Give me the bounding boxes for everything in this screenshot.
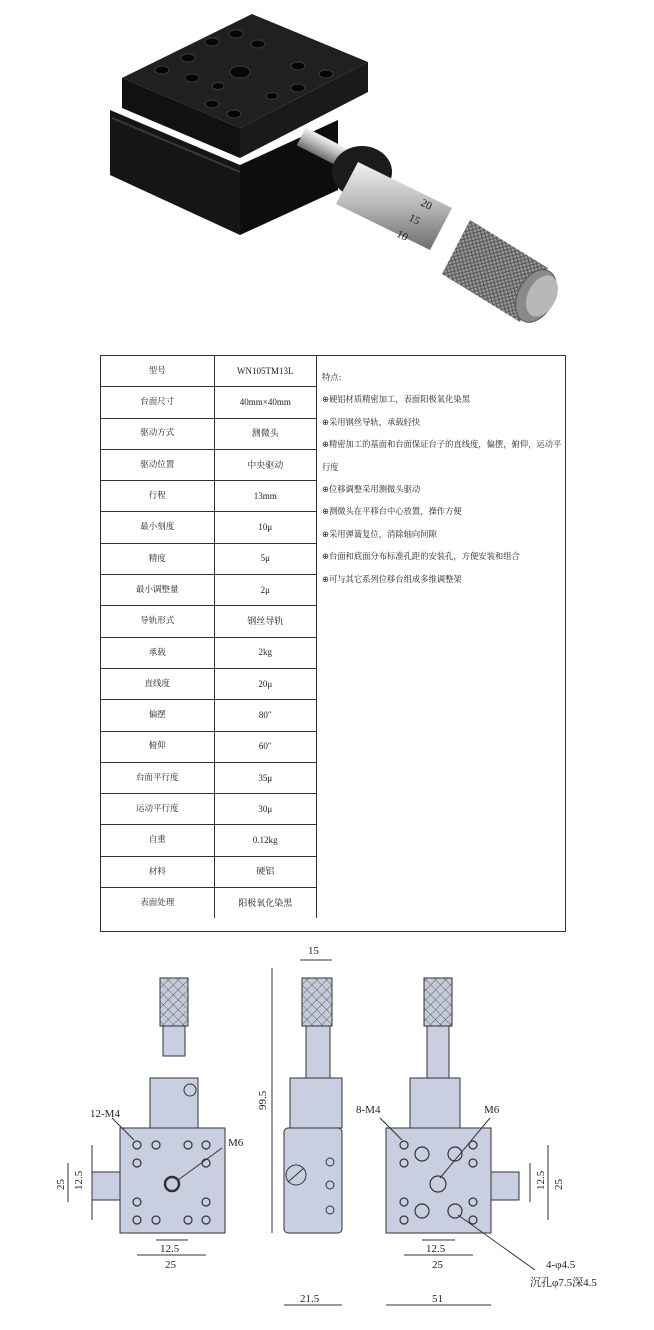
spec-value: 2μ — [214, 575, 316, 606]
spec-row — [101, 731, 317, 762]
dim-side-height: 99.5 — [257, 1090, 269, 1110]
spec-value: 10μ — [214, 512, 316, 543]
spec-row — [101, 888, 317, 919]
technical-drawings — [0, 940, 654, 1330]
dim-back-holes: 8-M4 — [356, 1104, 381, 1116]
spec-row — [101, 794, 317, 825]
dim-side-bottom: 21.5 — [300, 1293, 320, 1305]
feature-item: ⊕硬铝材质精密加工，表面阳极氧化染黑 — [322, 394, 471, 405]
dim-back-center: M6 — [484, 1104, 500, 1116]
spec-row — [101, 387, 317, 418]
spec-row — [101, 512, 317, 543]
svg-text:10: 10 — [394, 227, 410, 244]
spec-row — [101, 356, 317, 387]
feature-item: ⊕台面和底面分布标准孔距的安装孔，方便安装和组合 — [322, 551, 520, 562]
spec-row — [101, 762, 317, 793]
micrometer-barrel — [336, 162, 452, 250]
spec-value: 30μ — [214, 794, 316, 825]
spec-value: WN105TM13L — [214, 356, 316, 387]
spec-label: 行程 — [101, 481, 214, 512]
spec-label: 最小调整量 — [101, 575, 214, 606]
dim-back-h-pitch: 12.5 — [426, 1243, 446, 1255]
spec-label: 台面尺寸 — [101, 387, 214, 418]
spec-label: 驱动位置 — [101, 449, 214, 480]
dim-back-width: 51 — [432, 1293, 443, 1305]
spec-value: 中央驱动 — [214, 449, 316, 480]
dim-front-holes: 12-M4 — [90, 1108, 120, 1120]
spec-label: 导轨形式 — [101, 606, 214, 637]
spec-value: 13mm — [214, 481, 316, 512]
spec-value: 60″ — [214, 731, 316, 762]
spec-label: 台面平行度 — [101, 762, 214, 793]
dim-front-v-total: 25 — [55, 1179, 67, 1190]
spec-row — [101, 543, 317, 574]
spec-value: 硬铝 — [214, 856, 316, 887]
spec-label: 精度 — [101, 543, 214, 574]
feature-item: ⊕测微头在平移台中心放置，操作方便 — [322, 506, 462, 517]
product-photo — [100, 0, 570, 345]
back-view — [380, 978, 548, 1305]
spec-label: 表面处理 — [101, 888, 214, 919]
feature-item: ⊕可与其它系列位移台组成多维调整架 — [322, 573, 462, 584]
spec-label: 偏摆 — [101, 700, 214, 731]
side-view — [272, 960, 342, 1305]
dim-back-v-pitch: 12.5 — [535, 1170, 547, 1190]
spec-value: 测微头 — [214, 418, 316, 449]
spec-value: 40mm×40mm — [214, 387, 316, 418]
feature-item: ⊕精密加工的基面和台面保证台子的直线度，偏摆，俯仰，运动平行度 — [322, 439, 562, 472]
dim-front-h-pitch: 12.5 — [160, 1243, 180, 1255]
spec-value: 20μ — [214, 668, 316, 699]
features-title: 特点: — [322, 372, 342, 382]
dim-counterbore-holes: 4-φ4.5 — [546, 1259, 576, 1271]
spec-value: 阳极氧化染黑 — [214, 888, 316, 919]
spec-row — [101, 449, 317, 480]
dim-side-top: 15 — [308, 945, 319, 957]
spec-label: 俯仰 — [101, 731, 214, 762]
spec-row — [101, 700, 317, 731]
spec-label: 运动平行度 — [101, 794, 214, 825]
dim-back-h-total: 25 — [432, 1259, 443, 1271]
spec-row — [101, 481, 317, 512]
spec-value: 80″ — [214, 700, 316, 731]
spec-label: 自重 — [101, 825, 214, 856]
spec-row — [101, 668, 317, 699]
dim-front-center: M6 — [228, 1137, 244, 1149]
spec-row — [101, 575, 317, 606]
spec-label: 最小刻度 — [101, 512, 214, 543]
spec-value: 0.12kg — [214, 825, 316, 856]
spec-row — [101, 637, 317, 668]
spec-label: 承载 — [101, 637, 214, 668]
dim-front-h-total: 25 — [165, 1259, 176, 1271]
feature-item: ⊕位移调整采用测微头驱动 — [322, 484, 421, 495]
spec-row — [101, 856, 317, 887]
dim-back-v-total: 25 — [553, 1179, 565, 1190]
spec-value: 2kg — [214, 637, 316, 668]
feature-item: ⊕采用钢丝导轨，承载轻快 — [322, 416, 421, 427]
spec-value: 钢丝导轨 — [214, 606, 316, 637]
spec-label: 驱动方式 — [101, 418, 214, 449]
dim-counterbore-note: 沉孔φ7.5深4.5 — [530, 1277, 597, 1289]
spec-value: 35μ — [214, 762, 316, 793]
spec-table — [100, 355, 566, 932]
spec-label: 型号 — [101, 356, 214, 387]
features-list — [322, 366, 562, 590]
svg-text:20: 20 — [418, 196, 434, 213]
spec-value: 5μ — [214, 543, 316, 574]
spec-label: 材料 — [101, 856, 214, 887]
feature-item: ⊕采用弹簧复位，消除轴向间隙 — [322, 528, 437, 539]
dim-front-v-pitch: 12.5 — [73, 1170, 85, 1190]
spec-label: 直线度 — [101, 668, 214, 699]
spec-row — [101, 418, 317, 449]
spec-row — [101, 606, 317, 637]
svg-text:15: 15 — [406, 211, 422, 228]
spec-row — [101, 825, 317, 856]
